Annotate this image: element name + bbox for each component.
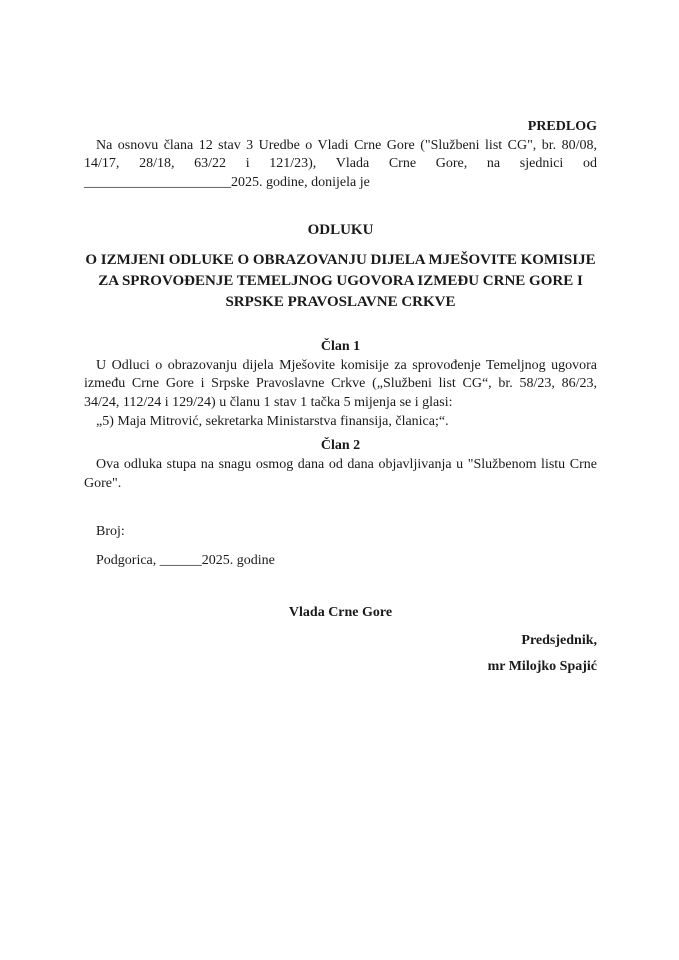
article-2-line: Gore". [84,475,122,491]
article-1-amended-point: „5) Maja Mitrović, sekretarka Ministarstva finansija, članica;“. [96,413,449,429]
article-1-heading: Član 1 [320,338,361,354]
preamble-line: Na osnovu člana 12 stav 3 Uredbe o Vladi Crne Gore ("Službeni list CG", br. 80/08, [96,137,597,153]
signature-role: Predsjednik, [521,632,597,648]
preamble-line-date-blank: _____________________2025. godine, donijela je [84,175,370,191]
document-number-label: Broj: [96,524,125,540]
document-label: PREDLOG [527,119,597,134]
signature-name: mr Milojko Spajić [487,659,597,675]
article-2-heading: Član 2 [320,438,361,454]
preamble [84,137,597,193]
decision-title: ODLUKU [307,221,374,238]
place-date-line: Podgorica, ______2025. godine [96,553,275,569]
article-1-line: U Odluci o obrazovanju dijela Mješovite komisije za sprovođenje Temeljnog ugovora [96,357,597,373]
article-1-line: između Crne Gore i Srpske Pravoslavne Crkve („Službeni list CG“, br. 58/23, 86/23, [84,376,597,392]
preamble-line: 14/17, 28/18, 63/22 i 121/23), Vlada Crne Gore, na sjednici od [84,156,597,172]
article-1 [84,338,597,432]
decision-subject: O IZMJENI ODLUKE O OBRAZOVANJU DIJELA MJEŠOVITE KOMISIJE ZA SPROVOĐENJE TEMELJNOG UGOVORA IZMEĐU CRNE GORE I SRPSKE PRAVOSLAVNE CRKVE [85,251,596,310]
article-2 [84,437,597,493]
article-1-line: 34/24, 112/24 i 129/24) u članu 1 stav 1 tačka 5 mijenja se i glasi: [84,394,453,410]
article-2-line: Ova odluka stupa na snagu osmog dana od dana objavljivanja u "Službenom listu Crne [96,457,597,473]
signature-institution: Vlada Crne Gore [288,604,393,620]
